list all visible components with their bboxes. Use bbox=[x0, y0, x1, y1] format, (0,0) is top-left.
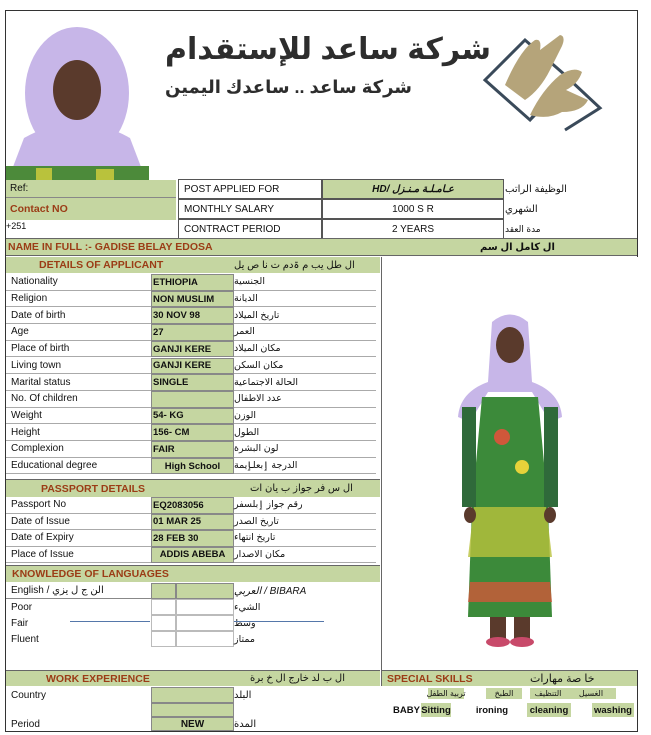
skill-item: Sitting bbox=[421, 704, 451, 716]
lang-en-check bbox=[151, 615, 176, 631]
fullbody-photo bbox=[381, 257, 638, 670]
languages-title: KNOWLEDGE OF LANGUAGES bbox=[6, 565, 380, 582]
detail-ar: الوزن bbox=[234, 408, 376, 425]
header-photo bbox=[6, 18, 149, 180]
detail-label: Educational degree bbox=[6, 458, 151, 475]
lang-en-check bbox=[151, 631, 176, 647]
contact-label: Contact NO bbox=[6, 198, 176, 220]
work-country-label: Country bbox=[11, 689, 47, 701]
detail-value: 30 NOV 98 bbox=[151, 307, 234, 324]
ref-label: Ref: bbox=[6, 180, 176, 198]
detail-ar: الجنسية bbox=[234, 274, 376, 291]
hands-logo-icon bbox=[470, 20, 605, 130]
lang-underline bbox=[70, 621, 150, 622]
passport-ar: مكان الاصدار bbox=[234, 547, 376, 564]
work-period-value: NEW bbox=[151, 717, 234, 731]
detail-label: Living town bbox=[6, 358, 151, 375]
detail-label: Height bbox=[6, 424, 151, 441]
skills-title-ar: خا صة مهارات bbox=[530, 672, 595, 685]
work-period-ar: المدة bbox=[234, 718, 257, 730]
work-period-label: Period bbox=[11, 718, 40, 730]
detail-value: ETHIOPIA bbox=[151, 274, 234, 291]
passport-value: EQ2083056 bbox=[151, 497, 234, 514]
company-slogan-ar: شركة ساعد .. ساعدك اليمين bbox=[165, 76, 412, 97]
work-title-ar: ال ب لد خارج ال خ برة bbox=[250, 672, 345, 684]
skill-item: ironing bbox=[475, 704, 509, 716]
detail-label: Marital status bbox=[6, 374, 151, 391]
lang-underline bbox=[234, 621, 324, 622]
salary-label: MONTHLY SALARY bbox=[178, 199, 322, 219]
lang-level-ar: وسط bbox=[234, 617, 256, 629]
post-value: HD/ عـامـلـة مـنـزل bbox=[322, 179, 504, 199]
skill-ar-item: الطبخ bbox=[486, 688, 522, 699]
lang-level-ar: ممتاز bbox=[234, 633, 255, 645]
detail-ar: العمر bbox=[234, 324, 376, 341]
detail-ar: عدد الاطفال bbox=[234, 391, 376, 408]
work-country-value bbox=[151, 687, 234, 703]
detail-ar: تاريخ الميلاد bbox=[234, 307, 376, 324]
detail-ar: الدرجة ٳبعلٳيمة bbox=[234, 458, 376, 475]
passport-label: Date of Issue bbox=[6, 514, 151, 531]
passport-ar: تاريخ انتهاء bbox=[234, 530, 376, 547]
post-label: POST APPLIED FOR bbox=[178, 179, 322, 199]
details-title-ar: ال طل يب م ۃدم ت نا ص يل bbox=[234, 259, 355, 271]
detail-label: Weight bbox=[6, 408, 151, 425]
passport-value: 28 FEB 30 bbox=[151, 530, 234, 547]
detail-value: High School bbox=[151, 458, 234, 475]
details-title: DETAILS OF APPLICANT bbox=[6, 257, 380, 273]
hands-logo bbox=[470, 20, 605, 130]
period-value: 2 YEARS bbox=[322, 219, 504, 239]
lang-level-label: Fair bbox=[11, 617, 29, 629]
detail-value: 156- CM bbox=[151, 424, 234, 441]
lang-ar-check bbox=[176, 615, 234, 631]
full-name: NAME IN FULL :- GADISE BELAY EDOSA bbox=[6, 238, 637, 256]
passport-label: Passport No bbox=[6, 497, 151, 514]
work-country-ar: البلد bbox=[234, 689, 252, 701]
detail-value: SINGLE bbox=[151, 374, 234, 391]
company-name-ar: شركة ساعد للإستقدام bbox=[165, 32, 492, 66]
post-ar: الوظيفة الراتب bbox=[505, 183, 567, 195]
period-ar: مدة العقد bbox=[505, 223, 541, 234]
detail-ar: مكان السكن bbox=[234, 358, 376, 375]
detail-value: NON MUSLIM bbox=[151, 291, 234, 308]
skill-item: washing bbox=[593, 704, 632, 716]
lang-level-label: Fluent bbox=[11, 633, 39, 645]
skill-item: cleaning bbox=[527, 703, 571, 717]
lang-level-label: Poor bbox=[11, 601, 33, 613]
detail-value: GANJI KERE bbox=[151, 358, 234, 375]
applicant-portrait-icon bbox=[6, 18, 149, 180]
passport-value: ADDIS ABEBA bbox=[151, 547, 234, 564]
skill-ar-item: الغسيل bbox=[566, 688, 616, 699]
detail-label: Nationality bbox=[6, 274, 151, 291]
detail-ar: الطول bbox=[234, 424, 376, 441]
salary-value: 1000 S R bbox=[322, 199, 504, 219]
detail-value: 54- KG bbox=[151, 408, 234, 425]
applicant-fullbody-icon bbox=[382, 257, 638, 670]
lang-en-level-1 bbox=[151, 583, 176, 599]
lang-arabic: BIBARA / العربي bbox=[234, 585, 307, 597]
passport-title-ar: ال س فر جواز ب يان ات bbox=[250, 482, 353, 494]
detail-ar: لون البشرة bbox=[234, 441, 376, 458]
passport-label: Date of Expiry bbox=[6, 530, 151, 547]
detail-value: 27 bbox=[151, 324, 234, 341]
detail-label: Place of birth bbox=[6, 341, 151, 358]
detail-label: Complexion bbox=[6, 441, 151, 458]
passport-ar: رقم جواز ٳبلسفر bbox=[234, 497, 376, 514]
detail-label: Date of birth bbox=[6, 307, 151, 324]
lang-ar-check bbox=[176, 599, 234, 615]
lang-en-level-2 bbox=[176, 583, 234, 599]
skills-title: SPECIAL SKILLS bbox=[381, 670, 637, 686]
skill-baby: BABY bbox=[393, 704, 420, 716]
lang-ar-check bbox=[176, 631, 234, 647]
detail-label: Age bbox=[6, 324, 151, 341]
detail-value: GANJI KERE bbox=[151, 341, 234, 358]
detail-ar: الديانة bbox=[234, 291, 376, 308]
work-spacer bbox=[151, 703, 234, 717]
phone-prefix: +251 bbox=[6, 221, 27, 231]
detail-label: Religion bbox=[6, 291, 151, 308]
work-title: WORK EXPERIENCE bbox=[6, 670, 380, 686]
lang-en-check bbox=[151, 599, 176, 615]
salary-ar: الشهري bbox=[505, 203, 538, 215]
passport-value: 01 MAR 25 bbox=[151, 514, 234, 531]
detail-ar: مكان الميلاد bbox=[234, 341, 376, 358]
lang-english: English / الن ج ل يزي bbox=[6, 583, 151, 599]
passport-ar: تاريخ الصدر bbox=[234, 514, 376, 531]
skill-ar-item: تربية الطفل bbox=[426, 689, 466, 698]
passport-label: Place of Issue bbox=[6, 547, 151, 564]
passport-title: PASSPORT DETAILS bbox=[6, 479, 380, 497]
detail-ar: الحالة الاجتماعية bbox=[234, 374, 376, 391]
detail-value bbox=[151, 391, 234, 408]
full-name-ar: ال كامل ال سم bbox=[480, 241, 555, 253]
detail-label: No. Of children bbox=[6, 391, 151, 408]
detail-value: FAIR bbox=[151, 441, 234, 458]
lang-level-ar: الشيء bbox=[234, 601, 261, 613]
skill-ar-item: التنظيف bbox=[530, 688, 566, 699]
period-label: CONTRACT PERIOD bbox=[178, 219, 322, 239]
